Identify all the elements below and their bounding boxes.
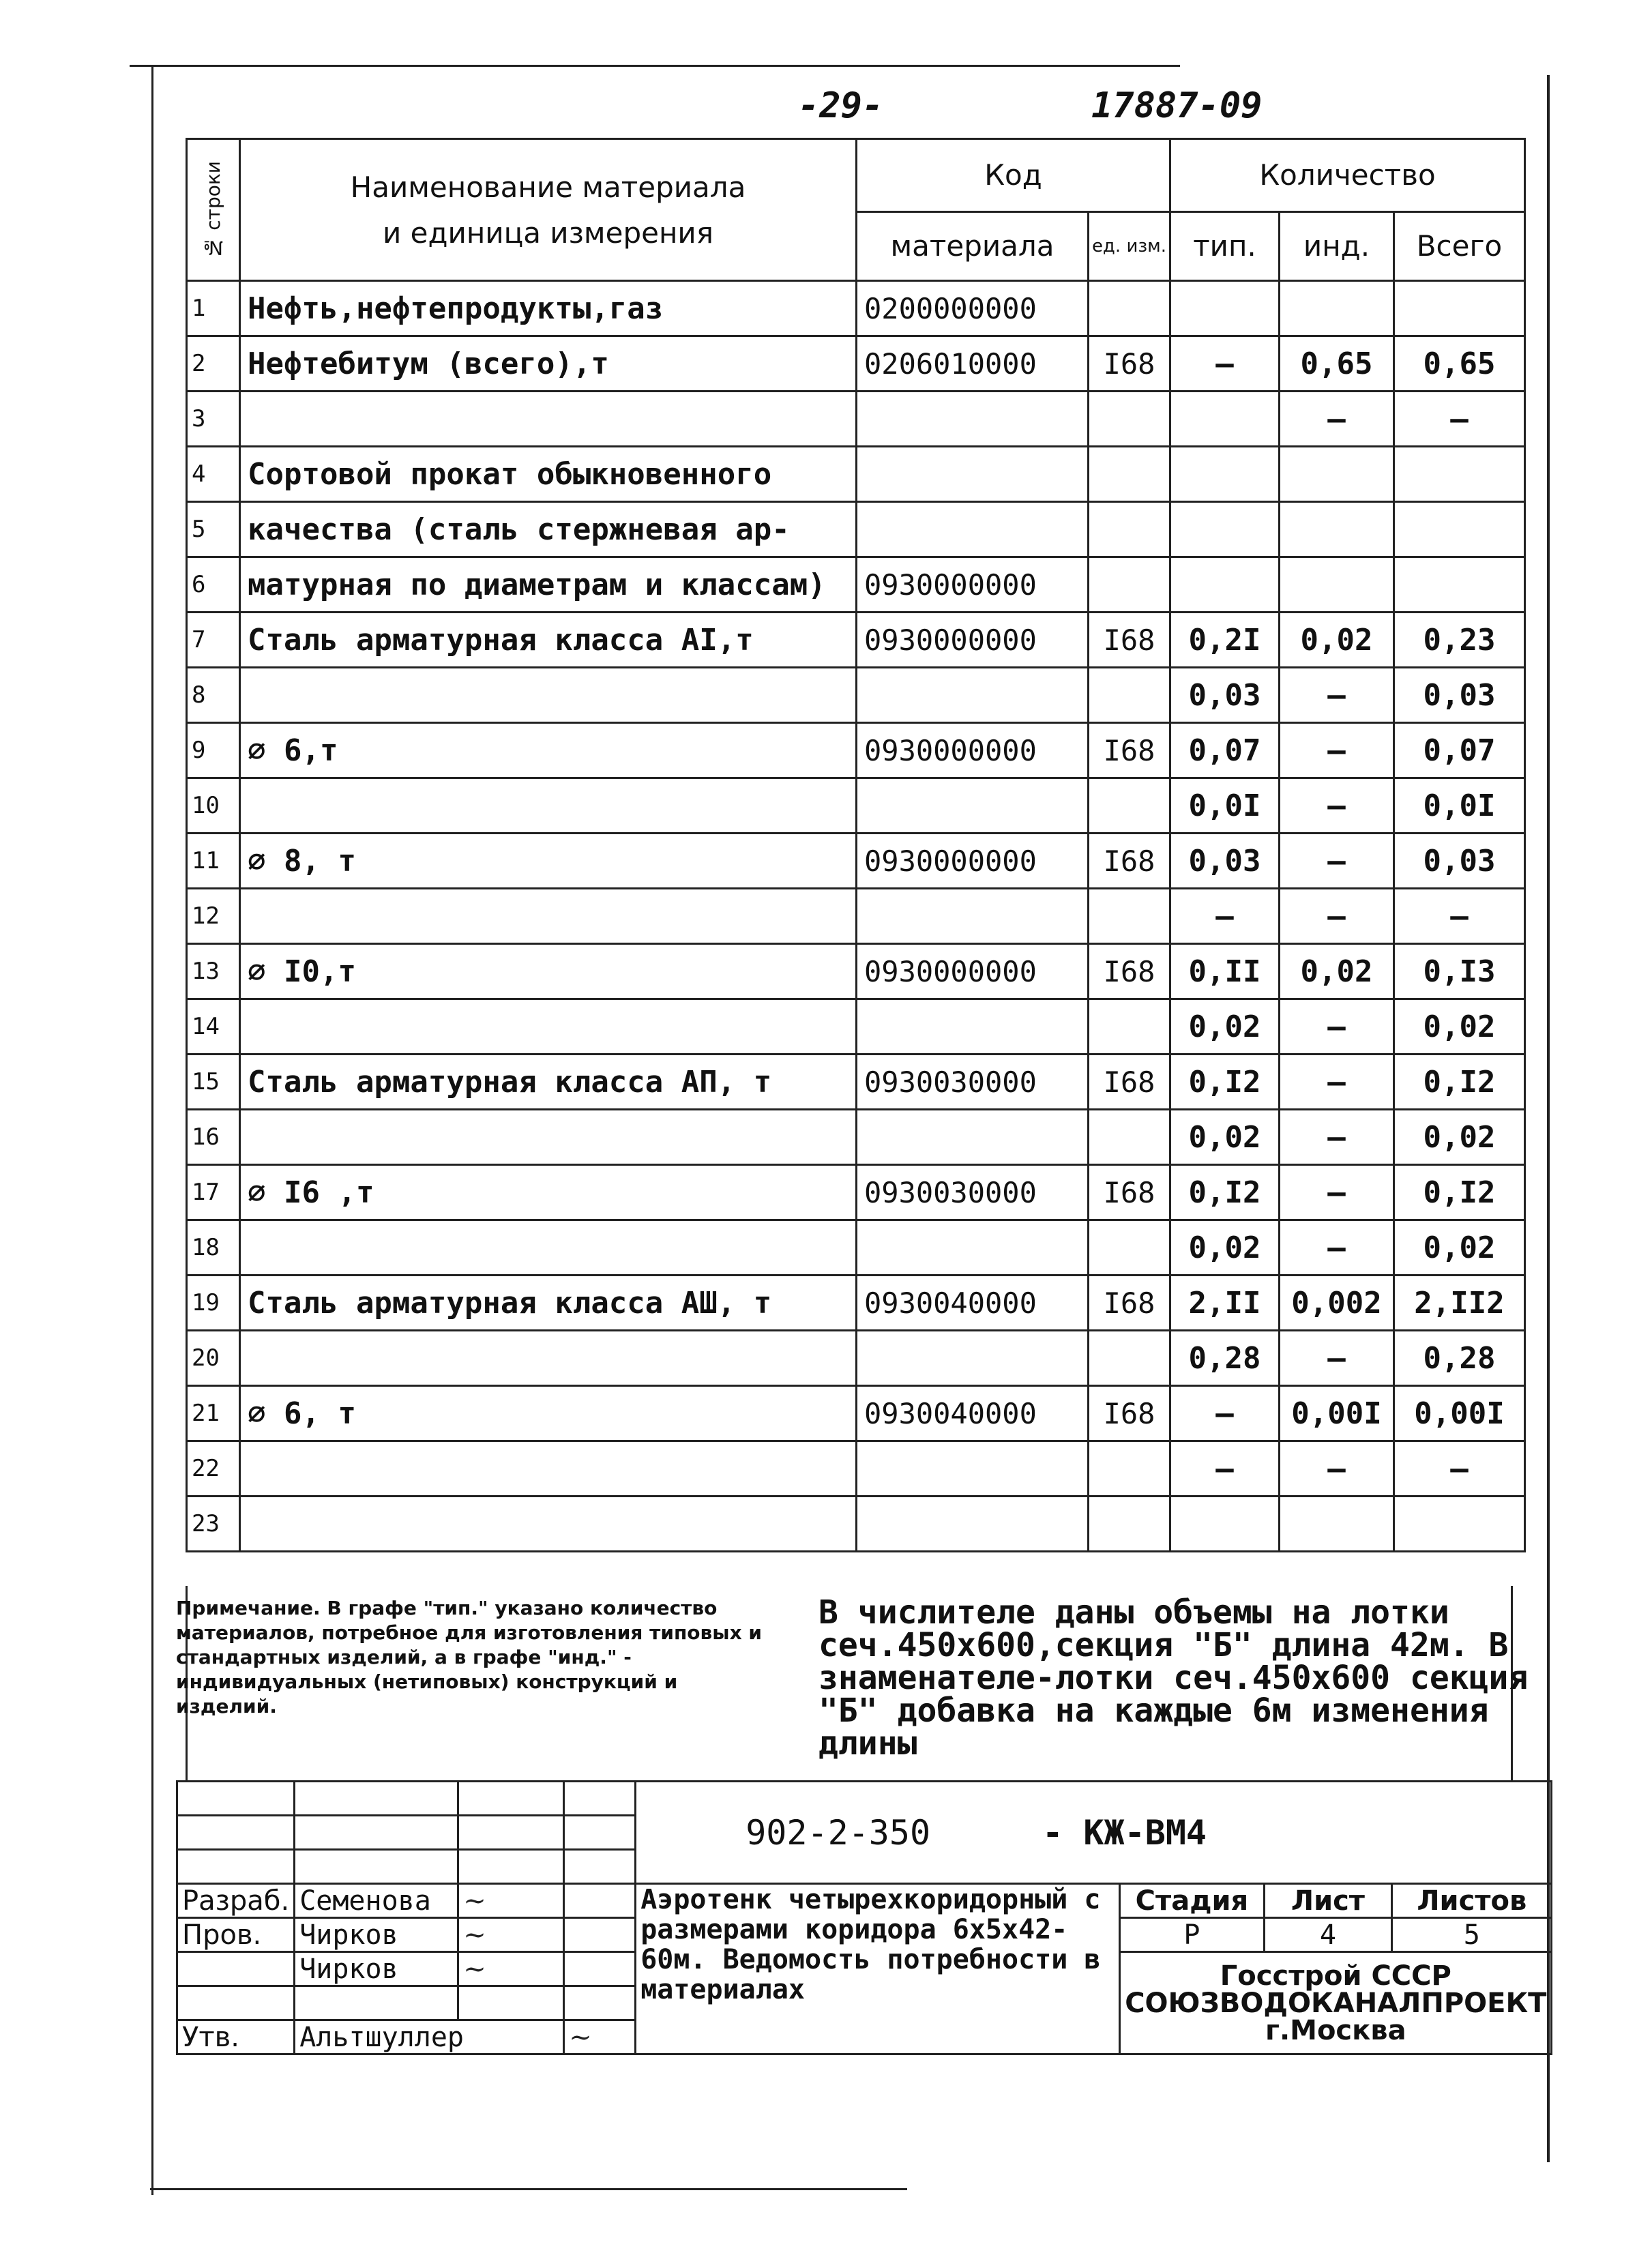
project-code: 902-2-350 [746, 1812, 931, 1853]
stage-value: Р [1120, 1918, 1265, 1952]
table-row [187, 999, 1525, 1055]
row-number: 2 [187, 336, 240, 392]
material-code [857, 502, 1089, 557]
material-code [857, 447, 1089, 502]
qty-total [1394, 447, 1525, 502]
material-code [857, 1110, 1089, 1165]
unit-code [1089, 447, 1170, 502]
header-code-unit: ед. изм. [1089, 211, 1170, 280]
sheets-label: Листов [1392, 1884, 1552, 1918]
material-code [857, 1441, 1089, 1497]
row-number: 3 [187, 392, 240, 447]
material-name: Сортовой прокат обыкновенного [240, 447, 857, 502]
material-name: Сталь арматурная класса AI,т [240, 613, 857, 668]
qty-typ: – [1170, 336, 1280, 392]
material-name [240, 1497, 857, 1552]
qty-typ: 0,07 [1170, 723, 1280, 778]
material-name [240, 1331, 857, 1386]
unit-code: I68 [1089, 834, 1170, 889]
row-number: 6 [187, 557, 240, 613]
material-code [857, 1220, 1089, 1276]
material-name: ∅ I0,т [240, 944, 857, 999]
signature-checker-2: ~ [458, 1952, 564, 1986]
frame-bottom-line [150, 2188, 907, 2190]
qty-total [1394, 281, 1525, 336]
row-number: 9 [187, 723, 240, 778]
header-code-material: материала [857, 211, 1089, 280]
qty-typ: 0,I2 [1170, 1165, 1280, 1220]
qty-ind: 0,02 [1280, 613, 1394, 668]
qty-ind [1280, 557, 1394, 613]
unit-code [1089, 889, 1170, 944]
qty-total: 0,02 [1394, 1220, 1525, 1276]
qty-ind: 0,02 [1280, 944, 1394, 999]
row-number: 10 [187, 778, 240, 834]
row-number: 18 [187, 1220, 240, 1276]
qty-ind: – [1280, 1441, 1394, 1497]
stage-label: Стадия [1120, 1884, 1265, 1918]
unit-code [1089, 1110, 1170, 1165]
organization-block [1120, 1952, 1552, 2054]
qty-typ [1170, 1497, 1280, 1552]
material-code: 0930000000 [857, 613, 1089, 668]
sheets-value: 5 [1392, 1918, 1552, 1952]
material-code: 0930030000 [857, 1055, 1089, 1110]
material-code: 0930040000 [857, 1276, 1089, 1331]
org-line-1: Госстрой СССР [1220, 1960, 1451, 1992]
name-checker-2: Чирков [295, 1952, 458, 1986]
qty-total: 0,23 [1394, 613, 1525, 668]
material-code [857, 1331, 1089, 1386]
qty-total: 0,03 [1394, 668, 1525, 723]
unit-code [1089, 1497, 1170, 1552]
unit-code: I68 [1089, 723, 1170, 778]
table-row [187, 447, 1525, 502]
row-number: 1 [187, 281, 240, 336]
qty-total: 0,I2 [1394, 1055, 1525, 1110]
qty-typ: 2,II [1170, 1276, 1280, 1331]
row-number: 5 [187, 502, 240, 557]
material-name [240, 999, 857, 1055]
qty-ind: – [1280, 999, 1394, 1055]
row-number: 12 [187, 889, 240, 944]
signature-checker: ~ [458, 1918, 564, 1952]
row-number: 14 [187, 999, 240, 1055]
material-name [240, 668, 857, 723]
material-code [857, 1497, 1089, 1552]
material-code: 0930000000 [857, 723, 1089, 778]
qty-total: 0,I2 [1394, 1165, 1525, 1220]
qty-ind: – [1280, 723, 1394, 778]
qty-total: – [1394, 392, 1525, 447]
qty-typ [1170, 502, 1280, 557]
unit-code [1089, 502, 1170, 557]
qty-ind: – [1280, 1110, 1394, 1165]
table-row [187, 944, 1525, 999]
qty-ind: – [1280, 1220, 1394, 1276]
table-row [187, 1165, 1525, 1220]
row-number: 11 [187, 834, 240, 889]
qty-total: 0,07 [1394, 723, 1525, 778]
qty-total: 0,02 [1394, 1110, 1525, 1165]
table-row [187, 1220, 1525, 1276]
table-row [187, 668, 1525, 723]
table-row [187, 834, 1525, 889]
row-number: 21 [187, 1386, 240, 1441]
table-row [187, 1441, 1525, 1497]
qty-total [1394, 502, 1525, 557]
role-developer: Разраб. [177, 1884, 295, 1918]
material-name: ∅ 8, т [240, 834, 857, 889]
table-row [187, 1386, 1525, 1441]
qty-total [1394, 557, 1525, 613]
qty-ind: – [1280, 668, 1394, 723]
qty-total: 2,II2 [1394, 1276, 1525, 1331]
header-quantity: Количество [1170, 139, 1525, 212]
qty-ind: 0,00I [1280, 1386, 1394, 1441]
table-row [187, 336, 1525, 392]
material-name: матурная по диаметрам и классам) [240, 557, 857, 613]
qty-total: 0,00I [1394, 1386, 1525, 1441]
material-name [240, 1441, 857, 1497]
header-qty-typ: тип. [1170, 211, 1280, 280]
row-number: 19 [187, 1276, 240, 1331]
material-name [240, 889, 857, 944]
qty-total: 0,28 [1394, 1331, 1525, 1386]
qty-typ [1170, 281, 1280, 336]
material-code [857, 668, 1089, 723]
material-code: 0200000000 [857, 281, 1089, 336]
material-name: Сталь арматурная класса AП, т [240, 1055, 857, 1110]
unit-code: I68 [1089, 944, 1170, 999]
header-row-number: № строки [187, 139, 240, 281]
material-name: ∅ 6,т [240, 723, 857, 778]
qty-total: – [1394, 1441, 1525, 1497]
material-code: 0930000000 [857, 944, 1089, 999]
unit-code: I68 [1089, 1386, 1170, 1441]
qty-ind: – [1280, 392, 1394, 447]
sheet-label: Лист [1264, 1884, 1391, 1918]
name-checker: Чирков [295, 1918, 458, 1952]
qty-ind [1280, 1497, 1394, 1552]
qty-typ: 0,28 [1170, 1331, 1280, 1386]
qty-typ [1170, 392, 1280, 447]
unit-code: I68 [1089, 336, 1170, 392]
row-number: 22 [187, 1441, 240, 1497]
material-name: Нефтебитум (всего),т [240, 336, 857, 392]
title-block [176, 1780, 1552, 2055]
row-number: 17 [187, 1165, 240, 1220]
row-number: 4 [187, 447, 240, 502]
row-number: 8 [187, 668, 240, 723]
sheet-value: 4 [1264, 1918, 1391, 1952]
table-row [187, 1276, 1525, 1331]
material-code: 0930000000 [857, 557, 1089, 613]
material-code [857, 999, 1089, 1055]
row-number: 20 [187, 1331, 240, 1386]
qty-typ: 0,II [1170, 944, 1280, 999]
unit-code: I68 [1089, 1055, 1170, 1110]
qty-ind: – [1280, 778, 1394, 834]
document-number: 17887-09 [1091, 85, 1263, 126]
qty-total: 0,03 [1394, 834, 1525, 889]
table-row [187, 502, 1525, 557]
qty-typ: 0,2I [1170, 613, 1280, 668]
table-row [187, 723, 1525, 778]
name-developer: Семенова [295, 1884, 458, 1918]
qty-typ: 0,03 [1170, 668, 1280, 723]
qty-typ [1170, 447, 1280, 502]
table-row [187, 281, 1525, 336]
frame-top-line [130, 65, 1180, 67]
unit-code [1089, 1331, 1170, 1386]
note-types: Примечание. В графе "тип." указано количество материалов, потребное для изготовления типовых и стандартных изделий, а в графе "инд." - индивидуальных (нетиповых) конструкций и изделий. [176, 1597, 762, 1718]
material-code: 0206010000 [857, 336, 1089, 392]
signature-approver: ~ [564, 2020, 636, 2054]
table-row [187, 1497, 1525, 1552]
project-code-cell [636, 1782, 1552, 1884]
row-number: 16 [187, 1110, 240, 1165]
qty-typ: 0,02 [1170, 1110, 1280, 1165]
qty-total: 0,02 [1394, 999, 1525, 1055]
material-code [857, 889, 1089, 944]
material-name [240, 778, 857, 834]
table-row [187, 1331, 1525, 1386]
material-code: 0930000000 [857, 834, 1089, 889]
qty-ind: – [1280, 1331, 1394, 1386]
signature-developer: ~ [458, 1884, 564, 1918]
qty-ind: – [1280, 1165, 1394, 1220]
qty-ind [1280, 447, 1394, 502]
qty-typ: 0,03 [1170, 834, 1280, 889]
header-code: Код [857, 139, 1170, 212]
material-name: качества (сталь стержневая ар- [240, 502, 857, 557]
materials-table [186, 138, 1526, 1552]
qty-total: – [1394, 889, 1525, 944]
unit-code [1089, 999, 1170, 1055]
org-line-2: СОЮЗВОДОКАНАЛПРОЕКТ [1125, 1987, 1547, 2019]
qty-ind: – [1280, 1055, 1394, 1110]
qty-typ: 0,0I [1170, 778, 1280, 834]
sheet-code: - КЖ-ВМ4 [1042, 1812, 1207, 1853]
header-material-name: Наименование материала и единица измерения [240, 139, 857, 281]
role-approver: Утв. [177, 2020, 295, 2054]
unit-code [1089, 392, 1170, 447]
unit-code: I68 [1089, 1165, 1170, 1220]
table-row [187, 778, 1525, 834]
qty-typ: – [1170, 1441, 1280, 1497]
qty-ind: – [1280, 834, 1394, 889]
qty-total: 0,0I [1394, 778, 1525, 834]
qty-ind: – [1280, 889, 1394, 944]
material-name: ∅ 6, т [240, 1386, 857, 1441]
qty-ind [1280, 281, 1394, 336]
role-checker: Пров. [177, 1918, 295, 1952]
material-name: Нефть,нефтепродукты,газ [240, 281, 857, 336]
row-number: 15 [187, 1055, 240, 1110]
name-approver: Альтшуллер [295, 2020, 564, 2054]
unit-code: I68 [1089, 1276, 1170, 1331]
qty-ind: 0,65 [1280, 336, 1394, 392]
document-title: Аэротенк четырехкоридорный с размерами коридора 6х5х42-60м. Ведомость потребности в материалах [636, 1884, 1120, 2054]
table-row [187, 1055, 1525, 1110]
qty-typ [1170, 557, 1280, 613]
material-name [240, 1110, 857, 1165]
row-number: 7 [187, 613, 240, 668]
unit-code [1089, 1220, 1170, 1276]
table-row [187, 557, 1525, 613]
qty-ind: 0,002 [1280, 1276, 1394, 1331]
page-number: -29- [798, 85, 884, 126]
table-row [187, 1110, 1525, 1165]
qty-typ: 0,02 [1170, 1220, 1280, 1276]
material-name [240, 1220, 857, 1276]
header-qty-ind: инд. [1280, 211, 1394, 280]
material-code: 0930030000 [857, 1165, 1089, 1220]
qty-typ: – [1170, 1386, 1280, 1441]
qty-typ: 0,02 [1170, 999, 1280, 1055]
material-code: 0930040000 [857, 1386, 1089, 1441]
unit-code [1089, 1441, 1170, 1497]
table-row [187, 613, 1525, 668]
qty-total: 0,65 [1394, 336, 1525, 392]
table-row [187, 392, 1525, 447]
note-numerator-denominator: В числителе даны объемы на лотки сеч.450х600,секция "Б" длина 42м. В знаменателе-лотки сеч.450х600 секция "Б" добавка на каждые 6м изменения длины [818, 1593, 1529, 1763]
unit-code: I68 [1089, 613, 1170, 668]
row-number: 13 [187, 944, 240, 999]
row-number: 23 [187, 1497, 240, 1552]
qty-total: 0,I3 [1394, 944, 1525, 999]
unit-code [1089, 281, 1170, 336]
qty-typ: 0,I2 [1170, 1055, 1280, 1110]
material-code [857, 392, 1089, 447]
material-name: Сталь арматурная класса AШ, т [240, 1276, 857, 1331]
unit-code [1089, 668, 1170, 723]
material-name: ∅ I6 ,т [240, 1165, 857, 1220]
frame-left-line [151, 67, 153, 2195]
qty-ind [1280, 502, 1394, 557]
org-line-3: г.Москва [1265, 2014, 1406, 2046]
qty-typ: – [1170, 889, 1280, 944]
material-code [857, 778, 1089, 834]
unit-code [1089, 557, 1170, 613]
unit-code [1089, 778, 1170, 834]
header-qty-total: Всего [1394, 211, 1525, 280]
material-name [240, 392, 857, 447]
table-row [187, 889, 1525, 944]
qty-total [1394, 1497, 1525, 1552]
